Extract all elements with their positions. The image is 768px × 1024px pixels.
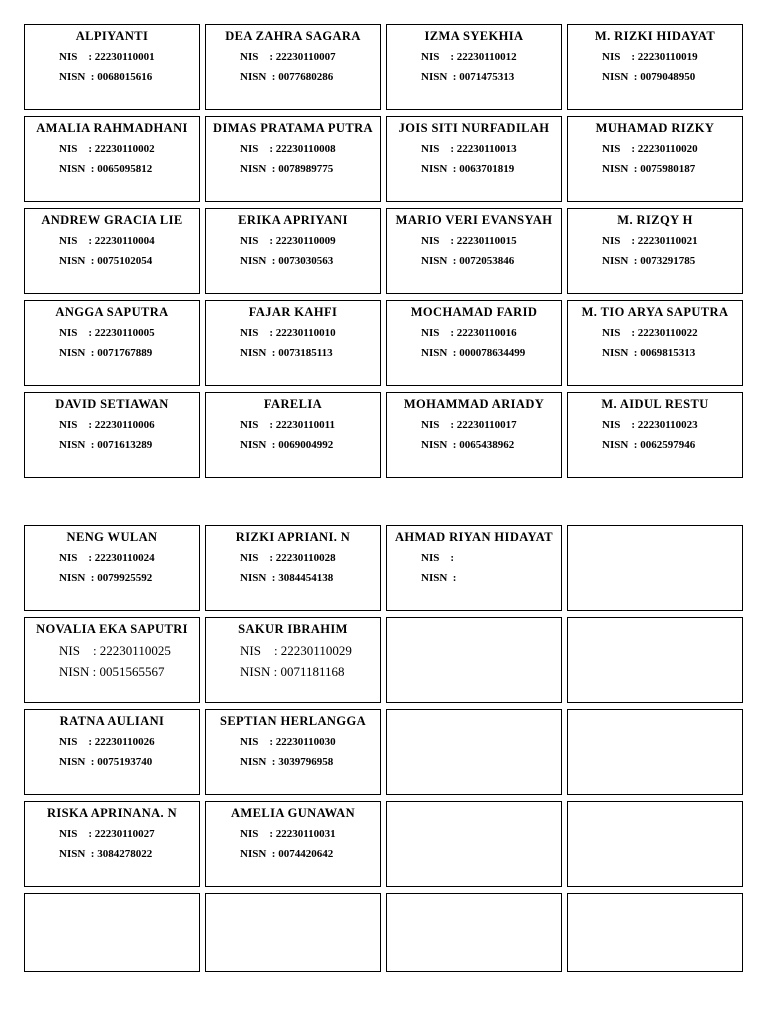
student-card [567, 24, 743, 110]
nisn-line: NISN : 0065438962 [421, 439, 515, 451]
student-name: NOVALIA EKA SAPUTRI [36, 622, 188, 636]
nis-line: NIS : 22230110006 [59, 419, 155, 431]
student-card [205, 801, 381, 887]
empty-card [386, 893, 562, 972]
student-name: FAJAR KAHFI [248, 305, 338, 319]
nisn-line: NISN : 3039796958 [240, 756, 334, 768]
nis-line: NIS : 22230110002 [59, 143, 155, 155]
student-card [24, 392, 200, 478]
student-card [386, 24, 562, 110]
student-card [24, 208, 200, 294]
student-name: RISKA APRINANA. N [46, 806, 178, 820]
nis-line: NIS : 22230110028 [240, 552, 336, 564]
nis-line: NIS : 22230110022 [602, 327, 698, 339]
nisn-line: NISN : 0069815313 [602, 347, 696, 359]
student-card [24, 300, 200, 386]
nis-line: NIS : 22230110025 [59, 643, 171, 658]
nisn-line: NISN : 0075193740 [59, 756, 153, 768]
nisn-line: NISN : 0065095812 [59, 163, 153, 175]
nis-line: NIS : 22230110015 [421, 235, 517, 247]
nis-line: NIS : 22230110026 [59, 736, 155, 748]
nisn-line: NISN : 0062597946 [602, 439, 696, 451]
nis-line: NIS : 22230110013 [421, 143, 517, 155]
student-card-grid-bottom [24, 525, 743, 972]
student-card [205, 116, 381, 202]
nisn-line: NISN : 000078634499 [421, 347, 526, 359]
nis-line: NIS : 22230110027 [59, 828, 155, 840]
nisn-line: NISN : 3084278022 [59, 848, 153, 860]
student-card [24, 525, 200, 611]
student-name: MUHAMAD RIZKY [595, 121, 715, 135]
nis-line: NIS : 22230110029 [240, 643, 352, 658]
nisn-line: NISN : 0077680286 [240, 71, 334, 83]
nis-line: NIS : 22230110019 [602, 51, 698, 63]
student-name: DAVID SETIAWAN [55, 397, 169, 411]
student-name: AMALIA RAHMADHANI [36, 121, 188, 135]
empty-card [386, 801, 562, 887]
nisn-line: NISN : 0075102054 [59, 255, 153, 267]
student-card [567, 116, 743, 202]
empty-card [386, 709, 562, 795]
nis-line: NIS : 22230110009 [240, 235, 336, 247]
student-name: RATNA AULIANI [59, 714, 165, 728]
student-name: NENG WULAN [66, 530, 158, 544]
nisn-line: NISN : 0073030563 [240, 255, 334, 267]
student-name: AHMAD RIYAN HIDAYAT [394, 530, 554, 544]
student-card [386, 208, 562, 294]
empty-card [24, 893, 200, 972]
student-name: ALPIYANTI [75, 29, 149, 43]
nisn-line: NISN : 0063701819 [421, 163, 515, 175]
student-card [567, 392, 743, 478]
empty-card [205, 893, 381, 972]
student-name: ANDREW GRACIA LIE [41, 213, 183, 227]
student-name: MOCHAMAD FARID [410, 305, 538, 319]
nisn-line: NISN : 0069004992 [240, 439, 334, 451]
student-card [386, 300, 562, 386]
student-name: M. TIO ARYA SAPUTRA [581, 305, 729, 319]
nis-line: NIS : 22230110030 [240, 736, 336, 748]
nisn-line: NISN : 0072053846 [421, 255, 515, 267]
student-card [205, 300, 381, 386]
student-name: MARIO VERI EVANSYAH [395, 213, 553, 227]
nis-line: NIS : 22230110004 [59, 235, 155, 247]
nis-line: NIS : 22230110008 [240, 143, 336, 155]
student-name: MOHAMMAD ARIADY [403, 397, 545, 411]
student-name: DEA ZAHRA SAGARA [225, 29, 361, 43]
student-card-grid-top [24, 24, 743, 478]
student-card [205, 392, 381, 478]
nis-line: NIS : 22230110010 [240, 327, 336, 339]
student-name: FARELIA [263, 397, 323, 411]
empty-card [386, 617, 562, 703]
nisn-line: NISN : 0051565567 [59, 664, 165, 679]
student-card [386, 392, 562, 478]
nisn-line: NISN : 0071181168 [240, 664, 345, 679]
student-name: RIZKI APRIANI. N [235, 530, 351, 544]
nis-line: NIS : 22230110016 [421, 327, 517, 339]
nisn-line: NISN : 0074420642 [240, 848, 334, 860]
nisn-line: NISN : 0073185113 [240, 347, 333, 359]
nis-line: NIS : 22230110012 [421, 51, 517, 63]
student-name: M. AIDUL RESTU [601, 397, 709, 411]
student-name: M. RIZQY H [617, 213, 693, 227]
student-name: M. RIZKI HIDAYAT [594, 29, 716, 43]
nis-line: NIS : 22230110023 [602, 419, 698, 431]
nis-line: NIS : 22230110007 [240, 51, 336, 63]
nisn-line: NISN : 0079925592 [59, 572, 153, 584]
student-name: AMELIA GUNAWAN [230, 806, 355, 820]
nisn-line: NISN : [421, 572, 457, 584]
student-card [24, 617, 200, 703]
nis-line: NIS : 22230110020 [602, 143, 698, 155]
nis-line: NIS : 22230110001 [59, 51, 155, 63]
student-name: SAKUR IBRAHIM [238, 622, 348, 636]
student-name: JOIS SITI NURFADILAH [398, 121, 550, 135]
student-name: DIMAS PRATAMA PUTRA [213, 121, 373, 135]
nis-line: NIS : 22230110021 [602, 235, 698, 247]
student-card [386, 116, 562, 202]
nis-line: NIS : 22230110024 [59, 552, 155, 564]
student-name: IZMA SYEKHIA [424, 29, 524, 43]
nisn-line: NISN : 0079048950 [602, 71, 696, 83]
student-card [24, 801, 200, 887]
student-card [205, 208, 381, 294]
student-name: SEPTIAN HERLANGGA [219, 714, 367, 728]
nisn-line: NISN : 0073291785 [602, 255, 696, 267]
nisn-line: NISN : 3084454138 [240, 572, 334, 584]
empty-card [567, 709, 743, 795]
student-card [386, 525, 562, 611]
nisn-line: NISN : 0075980187 [602, 163, 696, 175]
empty-card [567, 525, 743, 611]
empty-card [567, 617, 743, 703]
nis-line: NIS : 22230110017 [421, 419, 517, 431]
nis-line: NIS : 22230110011 [240, 419, 336, 431]
student-card [205, 24, 381, 110]
student-card [205, 525, 381, 611]
nis-line: NIS : 22230110005 [59, 327, 155, 339]
nisn-line: NISN : 0078989775 [240, 163, 334, 175]
student-card [24, 24, 200, 110]
student-name: ANGGA SAPUTRA [55, 305, 169, 319]
nisn-line: NISN : 0071767889 [59, 347, 153, 359]
nisn-line: NISN : 0071613289 [59, 439, 153, 451]
student-card [24, 116, 200, 202]
student-card [205, 617, 381, 703]
empty-card [567, 893, 743, 972]
student-card [24, 709, 200, 795]
student-card [205, 709, 381, 795]
student-name: ERIKA APRIYANI [238, 213, 348, 227]
nis-line: NIS : 22230110031 [240, 828, 336, 840]
student-card [567, 300, 743, 386]
student-card [567, 208, 743, 294]
empty-card [567, 801, 743, 887]
nisn-line: NISN : 0071475313 [421, 71, 515, 83]
nis-line: NIS : [421, 552, 455, 564]
nisn-line: NISN : 0068015616 [59, 71, 153, 83]
